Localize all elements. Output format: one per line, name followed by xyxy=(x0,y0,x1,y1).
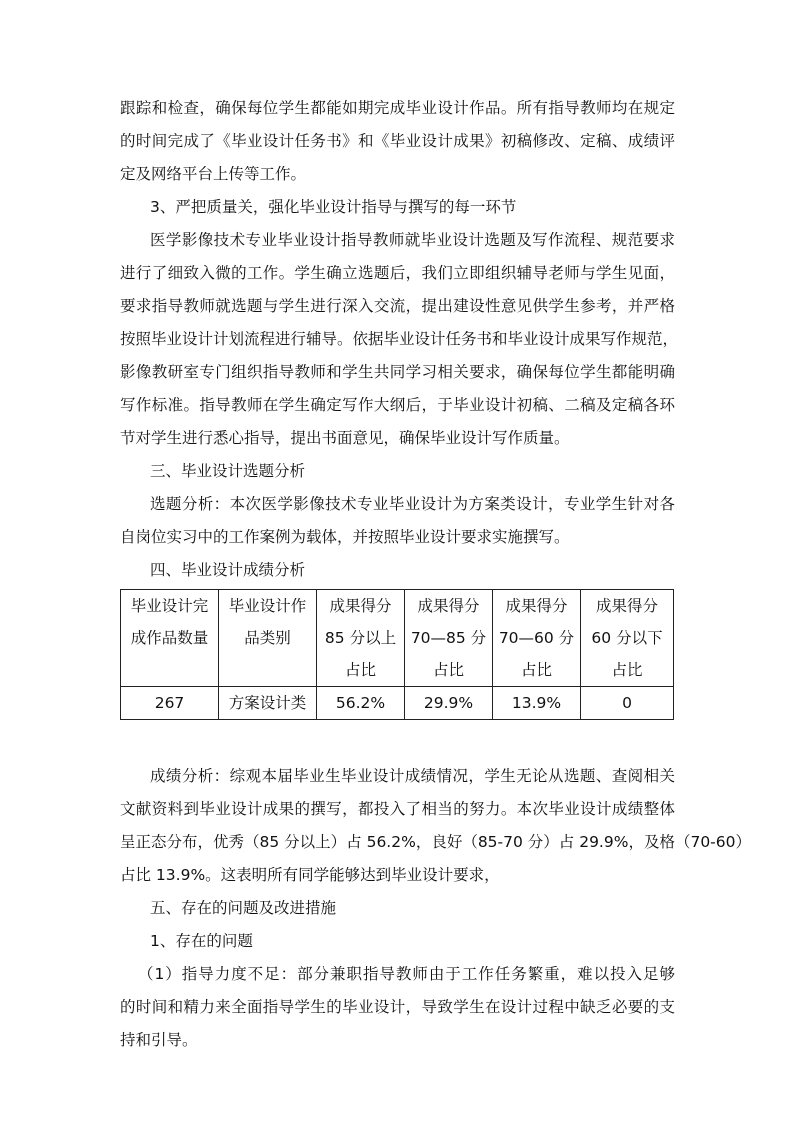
header-cell-85-above: 成果得分 85 分以上 占比 xyxy=(317,590,405,687)
spacer xyxy=(120,720,675,760)
text-line: （1）指导力度不足：部分兼职指导教师由于工作任务繁重，难以投入足够 xyxy=(138,965,675,983)
text-line: 要求指导教师就选题与学生进行深入交流，提出建设性意见供学生参考，并严格 xyxy=(120,297,675,315)
header-cell-70-85: 成果得分 70—85 分 占比 xyxy=(405,590,493,687)
text-line: 选题分析：本次医学影像技术专业毕业设计为方案类设计，专业学生针对各 xyxy=(150,495,675,513)
paragraph-quality xyxy=(120,224,679,455)
subsection-problems: 1、存在的问题 xyxy=(150,932,253,950)
paragraph-grade xyxy=(120,760,751,892)
text-line: 进行了细致入微的工作。学生确立选题后，我们立即组织辅导老师与学生见面， xyxy=(120,264,675,282)
paragraph-intro xyxy=(120,92,675,191)
cell-60-70: 13.9% xyxy=(493,687,581,720)
document-body xyxy=(120,92,751,1057)
grade-table-wrapper xyxy=(120,589,675,720)
text-line: 占比 13.9%。这表明所有同学能够达到毕业设计要求， xyxy=(120,866,500,884)
text-line: 节对学生进行悉心指导，提出书面意见，确保毕业设计写作质量。 xyxy=(120,429,570,447)
text-line: 按照毕业设计计划流程进行辅导。依据毕业设计任务书和毕业设计成果写作规范， xyxy=(120,330,679,348)
text-line: 定及网络平台上传等工作。 xyxy=(120,165,307,183)
text-line: 医学影像技术专业毕业设计指导教师就毕业设计选题及写作流程、规范要求 xyxy=(150,231,675,249)
header-cell-count: 毕业设计完 成作品数量 xyxy=(121,590,219,687)
text-line: 的时间完成了《毕业设计任务书》和《毕业设计成果》初稿修改、定稿、成绩评 xyxy=(120,132,675,150)
text-line: 写作标准。指导教师在学生确定写作大纲后，于毕业设计初稿、二稿及定稿各环 xyxy=(120,396,675,414)
paragraph-topic xyxy=(120,488,675,554)
cell-below-60: 0 xyxy=(581,687,674,720)
text-line: 自岗位实习中的工作案例为载体，并按照毕业设计要求实施撰写。 xyxy=(120,528,570,546)
text-line: 文献资料到毕业设计成果的撰写，都投入了相当的努力。本次毕业设计成绩整体 xyxy=(120,800,675,818)
section-problems: 五、存在的问题及改进措施 xyxy=(150,899,337,917)
header-cell-category: 毕业设计作 品类别 xyxy=(219,590,317,687)
table-row xyxy=(121,687,674,720)
header-cell-below-60: 成果得分 60 分以下 占比 xyxy=(581,590,674,687)
text-line: 持和引导。 xyxy=(120,1031,198,1049)
section-grade-analysis: 四、毕业设计成绩分析 xyxy=(150,561,306,579)
text-line: 呈正态分布，优秀（85 分以上）占 56.2%，良好（85-70 分）占 29.9%，及格（70-60） xyxy=(120,833,751,851)
text-line: 跟踪和检查，确保每位学生都能如期完成毕业设计作品。所有指导教师均在规定 xyxy=(120,99,675,117)
text-line: 影像教研室专门组织指导教师和学生共同学习相关要求，确保每位学生都能明确 xyxy=(120,363,675,381)
table-header-row xyxy=(121,590,674,687)
header-cell-60-70: 成果得分 70—60 分 占比 xyxy=(493,590,581,687)
paragraph-problem xyxy=(120,958,675,1057)
text-line: 成绩分析：综观本届毕业生毕业设计成绩情况，学生无论从选题、查阅相关 xyxy=(150,767,675,785)
cell-70-85: 29.9% xyxy=(405,687,493,720)
heading-quality: 3、严把质量关，强化毕业设计指导与撰写的每一环节 xyxy=(150,198,517,216)
section-topic-analysis: 三、毕业设计选题分析 xyxy=(150,462,306,480)
cell-count: 267 xyxy=(121,687,219,720)
cell-85-above: 56.2% xyxy=(317,687,405,720)
cell-category: 方案设计类 xyxy=(219,687,317,720)
grade-table xyxy=(120,589,674,720)
text-line: 的时间和精力来全面指导学生的毕业设计，导致学生在设计过程中缺乏必要的支 xyxy=(120,998,675,1016)
